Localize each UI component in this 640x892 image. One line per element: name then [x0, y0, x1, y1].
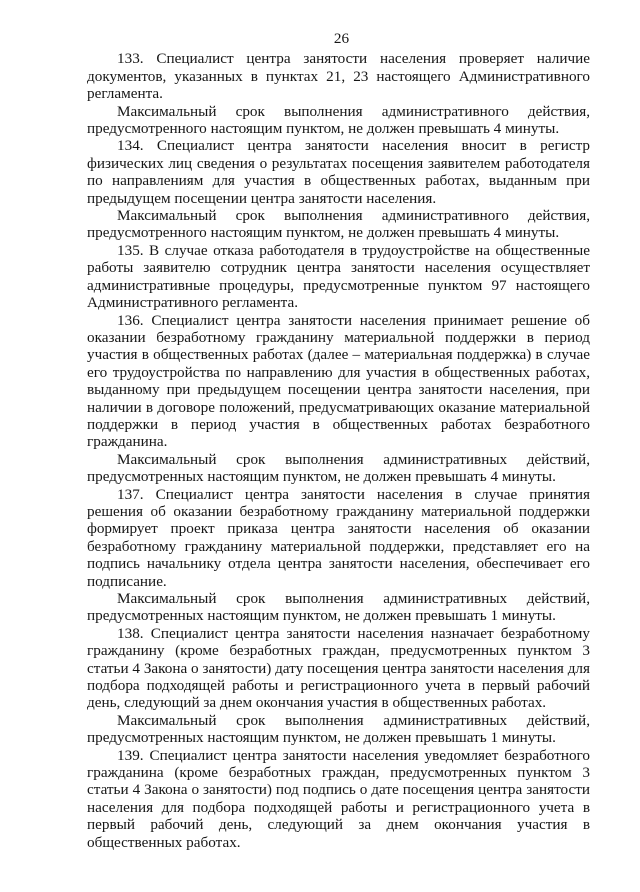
- paragraph-135: 135. В случае отказа работодателя в трудоустройстве на общественные работы заявителю сотрудник центра занятости населения осуществляет административные процедуры, предусмотренные пунктом 97 настоящего Административного регламента.: [87, 241, 590, 312]
- paragraph-138: 138. Специалист центра занятости населения назначает безработному гражданину (кроме безработных граждан, предусмотренных пунктом 3 статьи 4 Закона о занятости) дату посещения центра занятости населения для подбора подходящей работы и регистрационного учета в первый рабочий день, следующий за днем окончания участия в общественных работах.: [87, 624, 590, 712]
- paragraph-137-time-limit: Максимальный срок выполнения административных действий, предусмотренных настоящим пунктом, не должен превышать 1 минуты.: [87, 590, 590, 625]
- paragraph-138-time-limit: Максимальный срок выполнения административных действий, предусмотренных настоящим пунктом, не должен превышать 1 минуты.: [87, 711, 590, 747]
- paragraph-139: 139. Специалист центра занятости населения уведомляет безработного гражданина (кроме безработных граждан, предусмотренных пунктом 3 статьи 4 Закона о занятости) под подпись о дате посещения центра занятости населения для подбора подходящей работы и регистрационного учета в первый рабочий день, следующий за днем окончания участия в общественных работах.: [87, 746, 590, 851]
- paragraph-136: 136. Специалист центра занятости населения принимает решение об оказании безработному гражданину материальной поддержки в период участия в общественных работах (далее – материальная поддержка) в случае его трудоустройства по направлению для участия в общественных работах, выданному при предыдущем посещении центра занятости населения, при наличии в договоре положений, предусматривающих оказание материальной поддержки в период участия в общественных работах безработного гражданина.: [87, 311, 590, 451]
- paragraph-133: 133. Специалист центра занятости населения проверяет наличие документов, указанных в пунктах 21, 23 настоящего Административного регламента.: [87, 50, 590, 103]
- document-page: [87, 30, 590, 851]
- paragraph-134-time-limit: Максимальный срок выполнения административного действия, предусмотренного настоящим пунктом, не должен превышать 4 минуты.: [87, 207, 590, 242]
- paragraph-136-time-limit: Максимальный срок выполнения административных действий, предусмотренных настоящим пунктом, не должен превышать 4 минуты.: [87, 450, 590, 486]
- paragraph-137: 137. Специалист центра занятости населения в случае принятия решения об оказании безработному гражданину материальной поддержки формирует проект приказа центра занятости населения об оказании безработному гражданину материальной поддержки, представляет его на подпись начальнику отдела центра занятости населения, обеспечивает его подписание.: [87, 485, 590, 590]
- page-number: 26: [333, 30, 350, 47]
- paragraph-133-time-limit: Максимальный срок выполнения административного действия, предусмотренного настоящим пунктом, не должен превышать 4 минуты.: [87, 102, 590, 138]
- paragraph-134: 134. Специалист центра занятости населения вносит в регистр физических лиц сведения о результатах посещения заявителем работодателя по направлениям для участия в общественных работах, выданным при предыдущем посещении центра занятости населения.: [87, 137, 590, 207]
